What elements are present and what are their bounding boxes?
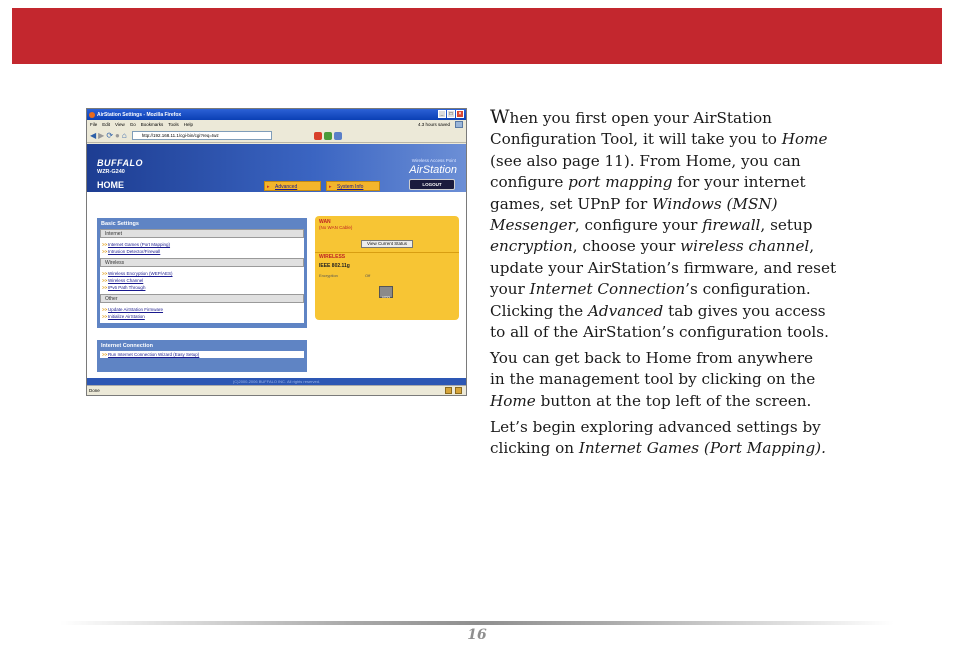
stop-icon[interactable]: ● bbox=[115, 130, 120, 140]
group-heading-wireless: Wireless bbox=[100, 258, 304, 267]
link-connection-wizard[interactable]: >> Run Internet Connection Wizard (Easy Setup) bbox=[100, 351, 304, 358]
url-bar[interactable]: http://192.168.11.1/cgi-bin/cgi?req=twz bbox=[132, 131, 272, 140]
aoss-button[interactable]: AOSS bbox=[379, 286, 393, 298]
wan-status: (No WAN Cable) bbox=[319, 225, 353, 230]
browser-titlebar bbox=[87, 109, 466, 120]
maximize-icon[interactable]: □ bbox=[447, 110, 455, 118]
menu-go[interactable]: Go bbox=[129, 122, 136, 127]
group-heading-other: Other bbox=[100, 294, 304, 303]
forward-icon[interactable]: ▶ bbox=[98, 130, 105, 140]
footer-rule bbox=[60, 621, 894, 625]
paragraph-2: You can get back to Home from anywhere in the management tool by clicking on the Home button at the top left of the screen. bbox=[490, 349, 816, 410]
product-logo: AirStation bbox=[409, 164, 457, 176]
basic-settings-panel bbox=[97, 218, 307, 328]
link-ipv6[interactable]: >> IPv6 Path Through bbox=[100, 284, 304, 291]
back-icon[interactable]: ◀ bbox=[90, 130, 97, 140]
status-text: Done bbox=[89, 388, 100, 393]
top-banner bbox=[12, 8, 942, 64]
menu-view[interactable]: View bbox=[115, 122, 125, 127]
window-controls bbox=[438, 110, 464, 118]
basic-settings-list bbox=[100, 229, 304, 323]
home-icon[interactable]: ⌂ bbox=[121, 130, 127, 140]
link-update-firmware[interactable]: >> Update AirStation Firmware bbox=[100, 306, 304, 313]
page-title: HOME bbox=[97, 180, 124, 190]
close-icon[interactable]: × bbox=[456, 110, 464, 118]
menu-tools[interactable]: Tools bbox=[168, 122, 179, 127]
window-title: AirStation Settings - Mozilla Firefox bbox=[97, 111, 182, 118]
page-number: 16 bbox=[467, 627, 487, 643]
bookmark-icon[interactable] bbox=[334, 132, 342, 140]
router-screenshot bbox=[86, 108, 467, 396]
menu-edit[interactable]: Edit bbox=[102, 122, 111, 127]
group-heading-internet: Internet bbox=[100, 229, 304, 238]
go-icon[interactable] bbox=[314, 132, 322, 140]
drop-cap: W bbox=[490, 106, 510, 128]
tab-system-info[interactable]: ▸ System Info bbox=[326, 181, 380, 191]
status-icons bbox=[445, 387, 462, 394]
browser-statusbar bbox=[87, 385, 466, 395]
internet-connection-panel bbox=[97, 340, 307, 372]
tagline: Wireless Access Point bbox=[411, 158, 456, 163]
paragraph-3: Let’s begin exploring advanced settings by clicking on Internet Games (Port Mapping). bbox=[490, 417, 826, 458]
divider bbox=[315, 252, 459, 253]
reload-icon[interactable]: ⟳ bbox=[106, 130, 114, 140]
link-firewall[interactable]: >> Intrusion Detector/Firewall bbox=[100, 248, 304, 255]
model-name: WZR-G240 bbox=[97, 169, 125, 175]
view-status-button[interactable]: View Current Status bbox=[361, 240, 413, 248]
link-initialize[interactable]: >> Initialize AirStation bbox=[100, 313, 304, 320]
internet-connection-list bbox=[100, 351, 304, 358]
link-port-mapping[interactable]: >> Internet Games (Port Mapping) bbox=[100, 241, 304, 248]
encryption-label: Encryption bbox=[319, 273, 338, 278]
throbber-icon bbox=[455, 121, 463, 128]
firefox-icon bbox=[89, 112, 95, 118]
wan-title: WAN bbox=[319, 219, 331, 225]
menu-help[interactable]: Help bbox=[183, 122, 194, 127]
logout-button[interactable]: LOGOUT bbox=[409, 179, 455, 190]
tab-advanced[interactable]: ▸ Advanced bbox=[264, 181, 321, 191]
wireless-title: WIRELESS bbox=[319, 254, 346, 260]
basic-settings-title: Basic Settings bbox=[101, 221, 139, 227]
menu-bookmarks[interactable]: Bookmarks bbox=[140, 122, 164, 127]
router-page bbox=[87, 144, 466, 386]
internet-connection-title: Internet Connection bbox=[101, 343, 153, 349]
status-panel bbox=[315, 216, 459, 320]
router-header bbox=[87, 144, 466, 192]
saved-note: 4.3 hours saved bbox=[417, 122, 450, 127]
link-wireless-encryption[interactable]: >> Wireless Encryption (WEP/AES) bbox=[100, 270, 304, 277]
minimize-icon[interactable]: _ bbox=[438, 110, 446, 118]
link-wireless-channel[interactable]: >> Wireless Channel bbox=[100, 277, 304, 284]
popup-icon bbox=[455, 387, 462, 394]
paragraph-1: When you first open your AirStation Configuration Tool, it will take you to Home (see also page 11). From Home, you can configure port mapping for your internet games, set UPnP for Windows (MSN) Messenger, configure your firewall, setup encryption, choose your wireless channel, update your AirStation’s firmware, and reset your Internet Connection’s configuration. Clicking the Advanced tab gives you access to all of the AirStation’s configuration tools. bbox=[490, 106, 837, 342]
wireless-standard: IEEE 802.11g bbox=[319, 263, 350, 269]
toolbar-icons bbox=[314, 132, 342, 140]
addon-icon[interactable] bbox=[324, 132, 332, 140]
menu-file[interactable]: File bbox=[90, 122, 98, 127]
encryption-value: Off bbox=[365, 273, 371, 278]
browser-menubar bbox=[87, 120, 466, 129]
body-copy bbox=[490, 107, 890, 464]
browser-navbar bbox=[87, 129, 466, 143]
lock-icon bbox=[445, 387, 452, 394]
brand-logo: BUFFALO bbox=[97, 158, 143, 168]
copyright: (C)2000-2006 BUFFALO INC. All rights reserved. bbox=[87, 378, 466, 385]
